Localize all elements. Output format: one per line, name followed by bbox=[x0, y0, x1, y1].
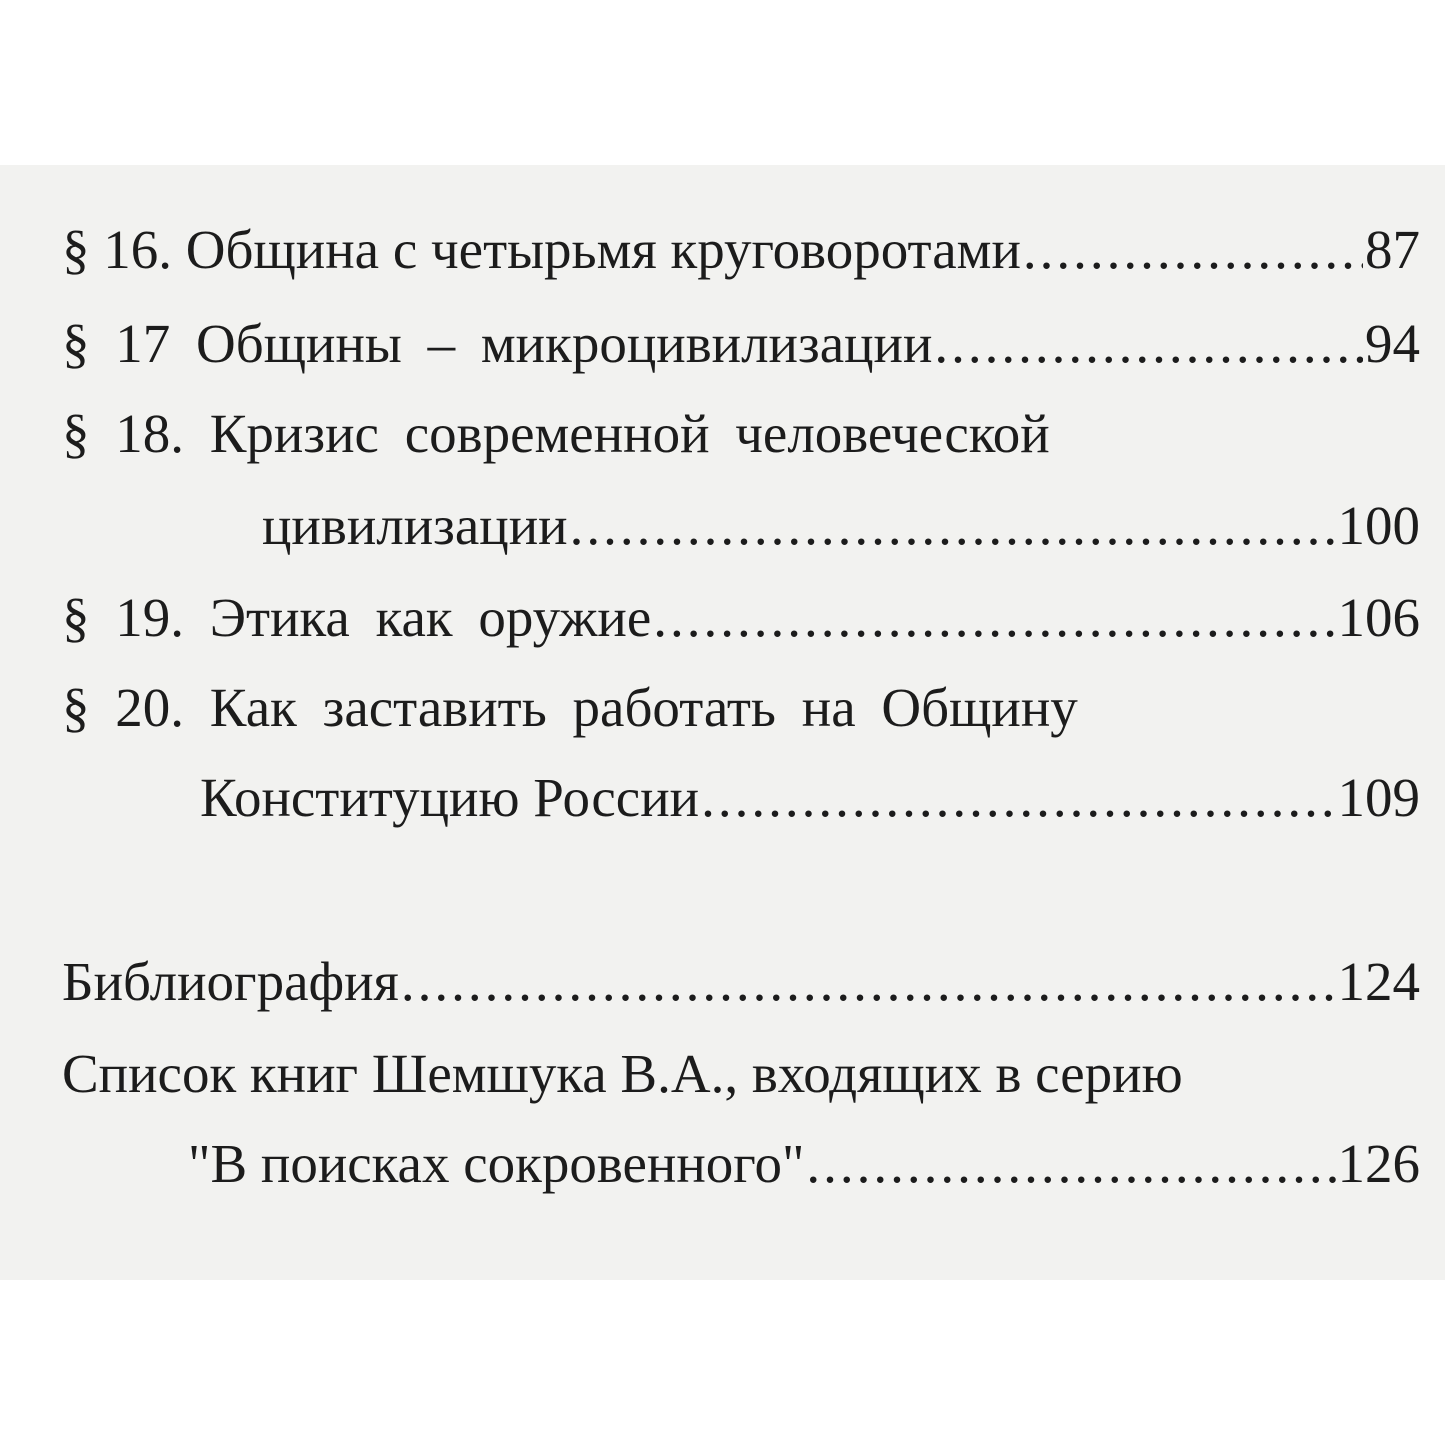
toc-page-number: 124 bbox=[1337, 951, 1420, 1012]
toc-entry-title: Список книг Шемшука В.А., входящих в серию bbox=[62, 1043, 1183, 1104]
toc-entry-book-list-continuation[interactable] bbox=[188, 1131, 1420, 1197]
toc-page-number: 109 bbox=[1337, 767, 1420, 828]
toc-entry-20-continuation[interactable] bbox=[200, 765, 1420, 831]
toc-entry-title: § 19. Этика как оружие bbox=[62, 587, 652, 648]
toc-entry-title: § 20. Как заставить работать на Общину bbox=[62, 677, 1078, 738]
toc-page-number: 94 bbox=[1365, 313, 1420, 374]
toc-entry-title: § 16. Община с четырьмя круговоротами bbox=[62, 219, 1021, 280]
toc-page-number: 87 bbox=[1365, 219, 1420, 280]
toc-dot-leader bbox=[401, 949, 1336, 1015]
toc-entry-19[interactable] bbox=[62, 585, 1420, 651]
toc-entry-continuation: цивилизации bbox=[262, 495, 568, 556]
toc-entry-book-list[interactable] bbox=[62, 1041, 1402, 1107]
toc-entry-18-continuation[interactable] bbox=[262, 493, 1420, 559]
toc-dot-leader bbox=[1023, 217, 1363, 283]
toc-page-number: 100 bbox=[1337, 495, 1420, 556]
toc-entry-title: § 18. Кризис современной человеческой bbox=[62, 403, 1050, 464]
toc-entry-title: Библиография bbox=[62, 951, 399, 1012]
toc-entry-20[interactable] bbox=[62, 675, 1402, 741]
toc-entry-continuation: Конституцию России bbox=[200, 767, 700, 828]
toc-dot-leader bbox=[934, 311, 1363, 377]
toc-entry-16[interactable] bbox=[62, 217, 1420, 283]
toc-dot-leader bbox=[701, 765, 1335, 831]
toc-page-number: 126 bbox=[1337, 1133, 1420, 1194]
toc-entry-continuation: "В поисках сокровенного" bbox=[188, 1133, 805, 1194]
book-page bbox=[0, 165, 1445, 1280]
toc-entry-title: § 17 Общины – микроцивилизации bbox=[62, 313, 933, 374]
toc-dot-leader bbox=[570, 493, 1336, 559]
toc-entry-17[interactable] bbox=[62, 311, 1420, 377]
toc-page-number: 106 bbox=[1337, 587, 1420, 648]
toc-dot-leader bbox=[806, 1131, 1335, 1197]
toc-entry-18[interactable] bbox=[62, 401, 1402, 467]
toc-entry-bibliography[interactable] bbox=[62, 949, 1420, 1015]
toc-dot-leader bbox=[653, 585, 1335, 651]
